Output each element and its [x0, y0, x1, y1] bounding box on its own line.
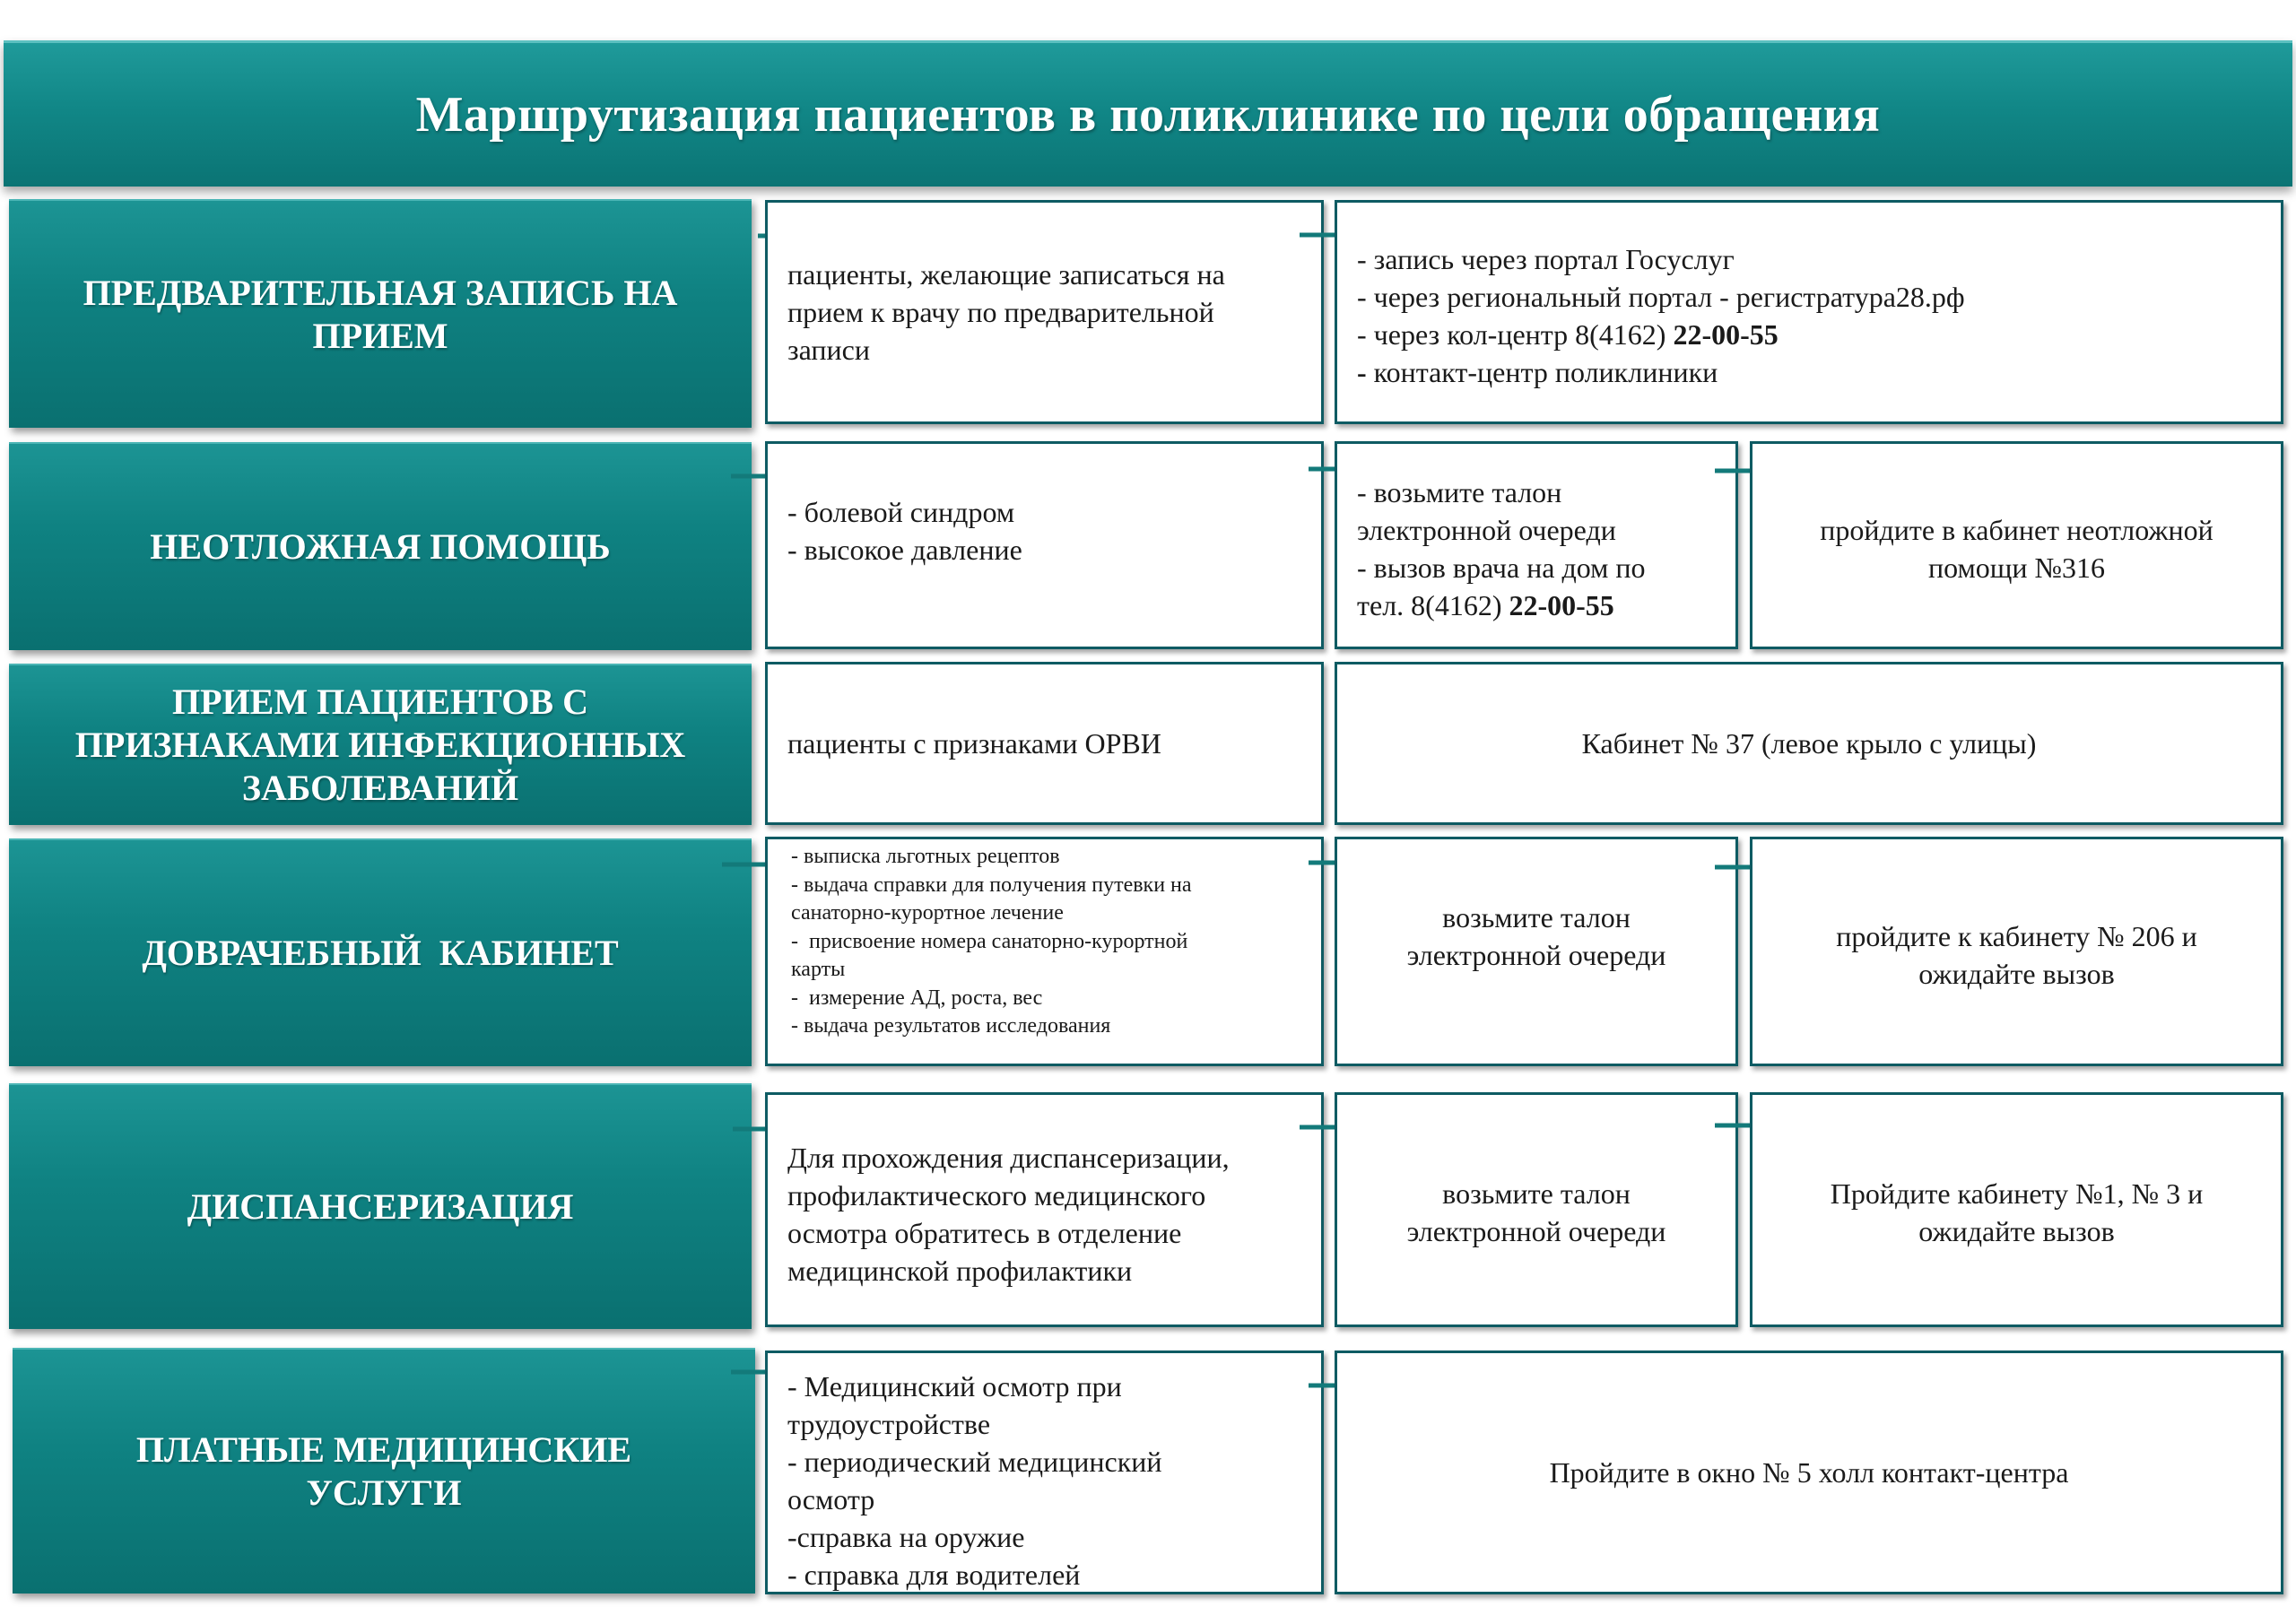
category-line: ПРИЗНАКАМИ ИНФЕКЦИОННЫХ — [74, 725, 686, 765]
category-line: ДИСПАНСЕРИЗАЦИЯ — [187, 1186, 574, 1227]
category-dispensary — [9, 1083, 752, 1329]
target-box-urgent-care — [765, 441, 1324, 649]
destination-box-infectious — [1335, 662, 2283, 825]
target-line: санаторно-курортное лечение — [791, 901, 1064, 925]
target-line: - болевой синдром — [787, 496, 1015, 528]
category-line: ПЛАТНЫЕ МЕДИЦИНСКИЕ — [135, 1429, 632, 1470]
phone-number: 22-00-55 — [1673, 318, 1779, 351]
target-line: профилактического медицинского — [787, 1179, 1206, 1211]
step-line — [1357, 353, 1965, 391]
destination-line: Кабинет № 37 (левое крыло с улицы) — [1581, 727, 2037, 760]
dash: - — [1357, 356, 1367, 388]
step-line: электронной очереди — [1406, 1215, 1666, 1247]
target-line: записи — [787, 334, 870, 366]
destination-line: ожидайте вызов — [1918, 1215, 2115, 1247]
category-appointment — [9, 199, 752, 428]
category-line: ДОВРАЧЕБНЫЙ КАБИНЕТ — [142, 933, 619, 973]
target-line: - выдача результатов исследования — [791, 1014, 1111, 1038]
target-box-pre-medical — [765, 837, 1324, 1066]
category-pre-medical — [9, 838, 752, 1066]
destination-line: ожидайте вызов — [1918, 958, 2115, 990]
step-box-dispensary — [1335, 1092, 1738, 1327]
target-line: Для прохождения диспансеризации, — [787, 1142, 1230, 1174]
target-line: трудоустройстве — [787, 1408, 991, 1440]
target-line: карты — [791, 958, 846, 981]
target-line: - присвоение номера санаторно-курортной — [791, 929, 1188, 953]
category-line: ПРЕДВАРИТЕЛЬНАЯ ЗАПИСЬ НА — [83, 272, 678, 313]
destination-box-dispensary — [1750, 1092, 2283, 1327]
step-line — [1357, 316, 1965, 353]
target-box-appointment — [765, 200, 1324, 424]
target-box-dispensary — [765, 1092, 1324, 1327]
destination-line: помощи №316 — [1927, 551, 2106, 584]
step-line: - возьмите талон — [1357, 476, 1562, 508]
step-box-pre-medical — [1335, 837, 1738, 1066]
target-line: - периодический медицинский — [787, 1446, 1162, 1478]
category-paid-services — [13, 1348, 755, 1594]
title-banner — [4, 40, 2292, 187]
step-line: - вызов врача на дом по — [1357, 551, 1646, 584]
destination-line: пройдите к кабинету № 206 и — [1836, 920, 2197, 952]
destination-box-urgent-care — [1750, 441, 2283, 649]
destination-line: Пройдите кабинету №1, № 3 и — [1830, 1177, 2204, 1210]
step-line: электронной очереди — [1357, 514, 1616, 546]
step-line: возьмите талон — [1442, 901, 1631, 934]
target-line: - выдача справки для получения путевки на — [791, 873, 1192, 897]
target-box-infectious — [765, 662, 1324, 825]
step-box-appointment — [1335, 200, 2283, 424]
step-text: контакт-центр поликлиники — [1366, 356, 1718, 388]
target-line: - высокое давление — [787, 534, 1022, 566]
category-infectious — [9, 664, 752, 825]
page-title: Маршрутизация пациентов в поликлинике по цели обращения — [415, 87, 1881, 143]
target-line: пациенты, желающие записаться на — [787, 258, 1225, 291]
category-line: ЗАБОЛЕВАНИЙ — [241, 768, 519, 808]
category-line: ПРИЕМ ПАЦИЕНТОВ С — [172, 682, 588, 722]
step-box-urgent-care — [1335, 441, 1738, 649]
target-line: пациенты с признаками ОРВИ — [787, 727, 1161, 760]
target-line: - выписка льготных рецептов — [791, 845, 1060, 868]
destination-line: пройдите в кабинет неотложной — [1820, 514, 2213, 546]
category-line: УСЛУГИ — [306, 1472, 462, 1513]
destination-box-paid-services — [1335, 1350, 2283, 1594]
step-line — [1357, 586, 1646, 624]
destination-box-pre-medical — [1750, 837, 2283, 1066]
step-line: - через региональный портал - регистратура28.рф — [1357, 281, 1965, 313]
phone-number: 22-00-55 — [1509, 589, 1614, 621]
target-line: осмотра обратитесь в отделение — [787, 1217, 1182, 1249]
step-text: тел. 8(4162) — [1357, 589, 1509, 621]
target-line: прием к врачу по предварительной — [787, 296, 1214, 328]
target-line: -справка на оружие — [787, 1521, 1025, 1553]
target-line: - измерение АД, роста, вес — [791, 986, 1043, 1010]
target-line: - справка для водителей — [787, 1559, 1081, 1591]
target-box-paid-services — [765, 1350, 1324, 1594]
destination-line: Пройдите в окно № 5 холл контакт-центра — [1549, 1456, 2069, 1489]
target-line: осмотр — [787, 1483, 875, 1515]
category-line: ПРИЕМ — [312, 315, 448, 356]
step-text: - через кол-центр 8(4162) — [1357, 318, 1674, 351]
step-line: - запись через портал Госуслуг — [1357, 243, 1735, 275]
target-line: медицинской профилактики — [787, 1255, 1133, 1287]
step-line: электронной очереди — [1406, 939, 1666, 971]
target-line: - Медицинский осмотр при — [787, 1370, 1122, 1403]
step-line: возьмите талон — [1442, 1177, 1631, 1210]
category-line: НЕОТЛОЖНАЯ ПОМОЩЬ — [150, 526, 611, 567]
category-urgent-care — [9, 442, 752, 650]
